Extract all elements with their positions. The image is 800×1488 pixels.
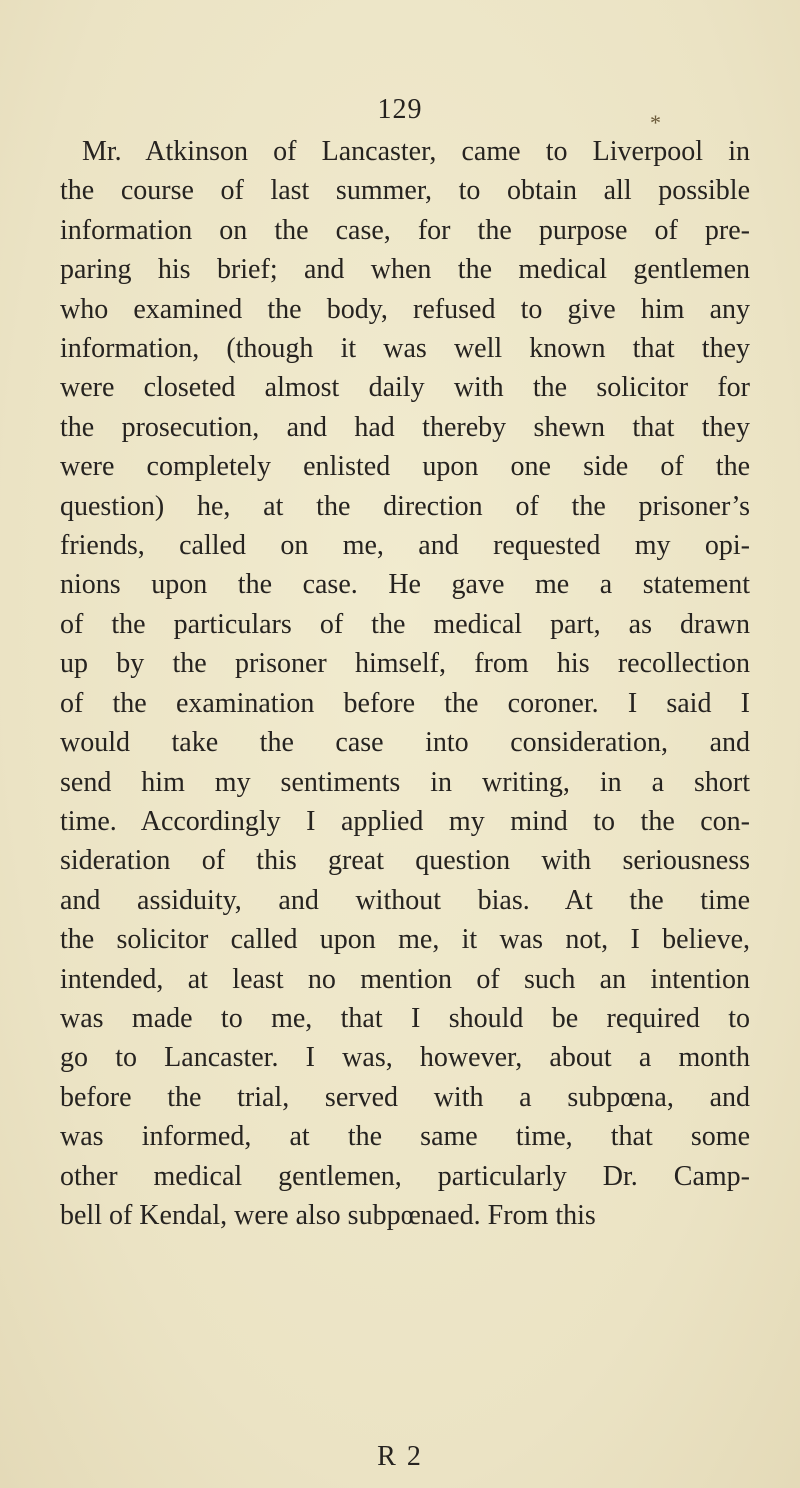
text-line: the course of last summer, to obtain all possible <box>60 175 750 207</box>
text-line: the prosecution, and had thereby shewn that they <box>60 411 750 443</box>
text-line: the solicitor called upon me, it was not, I believe, <box>60 924 750 956</box>
text-line: time. Accordingly I applied my mind to the con- <box>60 805 750 837</box>
text-line: other medical gentlemen, particularly Dr. Camp- <box>60 1160 750 1192</box>
text-line: and assiduity, and without bias. At the time <box>60 884 750 916</box>
text-line: information, (though it was well known that they <box>60 333 750 365</box>
signature-mark: R 2 <box>377 1441 423 1472</box>
text-line: sideration of this great question with seriousness <box>60 845 750 877</box>
page-number: 129 <box>377 94 423 125</box>
text-line: send him my sentiments in writing, in a short <box>60 766 750 798</box>
body-text <box>60 132 750 1235</box>
text-line: was informed, at the same time, that some <box>60 1121 750 1153</box>
text-line: was made to me, that I should be required to <box>60 1002 750 1034</box>
text-line: of the particulars of the medical part, as drawn <box>60 608 750 640</box>
text-line: before the trial, served with a subpœna, and <box>60 1081 750 1113</box>
text-line: intended, at least no mention of such an intention <box>60 963 750 995</box>
text-line: up by the prisoner himself, from his recollection <box>60 648 750 680</box>
text-line: go to Lancaster. I was, however, about a month <box>60 1042 750 1074</box>
text-line: nions upon the case. He gave me a statement <box>60 569 750 601</box>
text-line: information on the case, for the purpose of pre- <box>60 214 750 246</box>
text-line: of the examination before the coroner. I said I <box>60 687 750 719</box>
text-line: Mr. Atkinson of Lancaster, came to Liverpool in <box>82 136 750 167</box>
text-line: were completely enlisted upon one side of the <box>60 451 750 483</box>
text-line: bell of Kendal, were also subpœnaed. From this <box>60 1199 596 1231</box>
text-line: friends, called on me, and requested my opi- <box>60 530 750 562</box>
text-line: would take the case into consideration, and <box>60 727 750 759</box>
corner-mark: * <box>650 110 661 135</box>
text-line: paring his brief; and when the medical gentlemen <box>60 254 750 286</box>
text-line: who examined the body, refused to give him any <box>60 293 750 325</box>
text-line: question) he, at the direction of the prisoner’s <box>60 490 750 522</box>
text-line: were closeted almost daily with the solicitor for <box>60 372 750 404</box>
